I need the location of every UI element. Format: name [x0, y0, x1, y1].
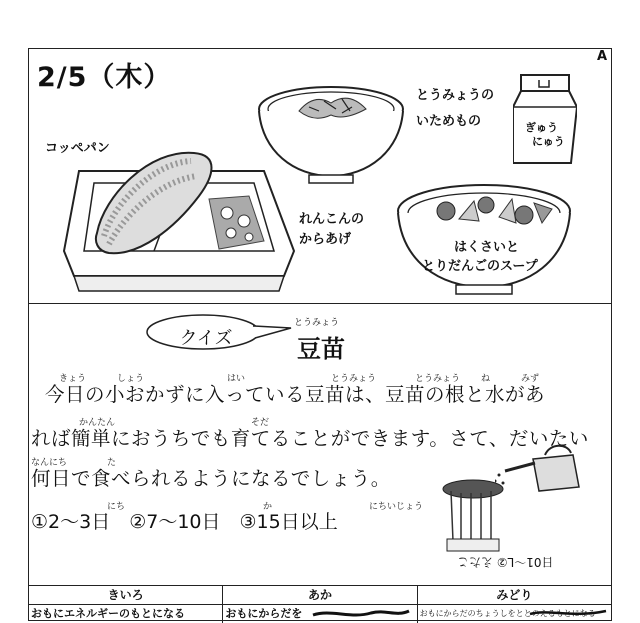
soup-bowl-illustration [394, 179, 574, 297]
fried-label-line2: からあげ [299, 232, 352, 247]
scribble-mark [311, 605, 411, 623]
legend-red-header: あか [223, 586, 416, 605]
legend-red-desc: おもにからだを [225, 607, 303, 620]
furigana: た [107, 458, 117, 468]
legend-red-column [223, 586, 417, 623]
stirfry-label-line1: とうみょうの [416, 88, 495, 103]
furigana: かんたん [79, 418, 116, 428]
corner-mark: A [596, 49, 607, 64]
soup-label-line2: とりだんごのスープ [422, 259, 538, 274]
legend-green-desc: おもにからだのちょうしをととのえるもとになる [419, 609, 596, 618]
quiz-title-ruby: とうみょう [294, 318, 340, 328]
furigana: みず [521, 374, 540, 384]
furigana: ね [481, 374, 491, 384]
furigana: にちいじょう [369, 502, 424, 512]
furigana: にち [107, 502, 126, 512]
furigana: とうみょう [331, 374, 377, 384]
quiz-choices: ①2～3日 ②7～10日 ③15日以上 [31, 511, 338, 533]
legend-yellow-column [29, 586, 223, 623]
quiz-answer-upside-down: 日01～L② えたこ [457, 555, 554, 569]
quiz-label: クイズ [179, 328, 233, 349]
legend-green-header: みどり [418, 586, 611, 605]
furigana: そだ [251, 418, 270, 428]
legend-yellow-header: きいろ [29, 586, 222, 605]
milk-label-line2: にゅう [532, 135, 565, 148]
furigana: しょう [117, 374, 145, 384]
bread-label: コッペパン [45, 141, 110, 156]
stirfry-label-line2: いためもの [416, 114, 482, 129]
soup-label-line1: はくさいと [454, 240, 520, 255]
milk-label-line1: ぎゅう [525, 121, 558, 134]
furigana: か [263, 502, 273, 512]
furigana: とうみょう [415, 374, 461, 384]
quiz-title: 豆苗 [297, 335, 345, 363]
furigana: なんにち [31, 458, 68, 468]
quiz-question-line3: 何日で食べられるようになるでしょう。 [31, 467, 391, 490]
pea-sprouts-icon [441, 479, 506, 554]
section-divider [29, 303, 611, 304]
scribble-mark [528, 606, 608, 620]
menu-date: 2/5（木） [37, 62, 172, 93]
furigana: きょう [59, 374, 87, 384]
quiz-question-line1: 今日の小おかずに入っている豆苗は、豆苗の根と水があ [45, 383, 546, 406]
legend-yellow-desc: おもにエネルギーのもとになる [31, 607, 185, 620]
fried-label-line1: れんこんの [299, 212, 365, 227]
food-group-legend [29, 585, 611, 623]
quiz-question-line2: れば簡単におうちでも育てることができます。さて、だいたい [31, 427, 589, 450]
menu-sheet [28, 48, 612, 621]
furigana: はい [227, 374, 246, 384]
watering-can-icon [495, 441, 585, 501]
legend-green-column [418, 586, 611, 623]
stirfry-bowl-illustration [254, 81, 409, 186]
